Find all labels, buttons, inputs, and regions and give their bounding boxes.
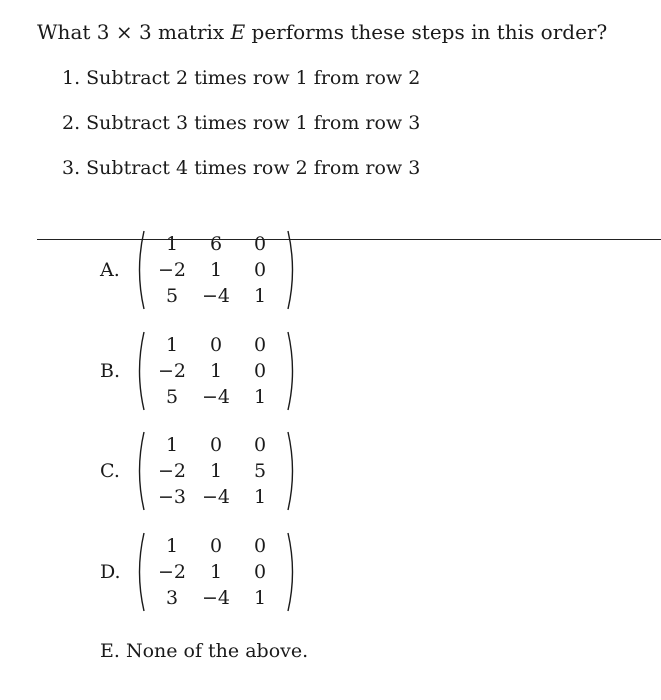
matrix-entry: 6 xyxy=(209,233,223,255)
matrix-entry: 0 xyxy=(209,334,223,356)
matrix xyxy=(134,430,298,512)
option-a[interactable] xyxy=(100,229,298,311)
option-e[interactable]: E. None of the above. xyxy=(100,640,309,662)
matrix-entry: −3 xyxy=(157,486,186,508)
matrix xyxy=(134,531,298,613)
matrix-entry: 1 xyxy=(209,259,223,281)
matrix-entry: 1 xyxy=(209,360,223,382)
matrix-entry: 0 xyxy=(253,535,267,557)
matrix-grid xyxy=(150,432,282,510)
right-paren xyxy=(286,430,298,512)
matrix-grid xyxy=(150,231,282,309)
matrix xyxy=(134,330,298,412)
matrix-variable: E xyxy=(230,20,246,44)
option-c[interactable] xyxy=(100,430,298,512)
matrix-entry: −2 xyxy=(157,561,186,583)
option-b[interactable] xyxy=(100,330,298,412)
matrix-entry: 1 xyxy=(253,587,267,609)
matrix-entry: −4 xyxy=(201,486,230,508)
question-suffix: performs these steps in this order? xyxy=(245,20,608,44)
matrix-entry: −2 xyxy=(157,460,186,482)
matrix-entry: 5 xyxy=(165,386,179,408)
matrix-entry: 5 xyxy=(253,460,267,482)
matrix-entry: 0 xyxy=(209,434,223,456)
matrix-entry: 5 xyxy=(165,285,179,307)
matrix-entry: 0 xyxy=(253,259,267,281)
left-paren xyxy=(134,330,146,412)
step-item: 3. Subtract 4 times row 2 from row 3 xyxy=(62,157,421,179)
matrix-entry: 1 xyxy=(253,386,267,408)
step-item: 2. Subtract 3 times row 1 from row 3 xyxy=(62,112,421,134)
matrix-entry: −2 xyxy=(157,360,186,382)
matrix-entry: 0 xyxy=(209,535,223,557)
matrix-entry: 1 xyxy=(165,334,179,356)
right-paren xyxy=(286,330,298,412)
left-paren xyxy=(134,229,146,311)
option-label: C. xyxy=(100,460,120,482)
left-paren xyxy=(134,531,146,613)
matrix-grid xyxy=(150,533,282,611)
left-paren xyxy=(134,430,146,512)
option-label: D. xyxy=(100,561,121,583)
matrix-entry: −2 xyxy=(157,259,186,281)
matrix xyxy=(134,229,298,311)
steps-list xyxy=(62,64,420,199)
option-label: A. xyxy=(100,259,120,281)
matrix-entry: 1 xyxy=(253,486,267,508)
matrix-entry: 0 xyxy=(253,334,267,356)
option-label: B. xyxy=(100,360,121,382)
matrix-entry: 0 xyxy=(253,233,267,255)
matrix-entry: 1 xyxy=(209,561,223,583)
option-d[interactable] xyxy=(100,531,298,613)
matrix-entry: −4 xyxy=(201,386,230,408)
matrix-entry: 0 xyxy=(253,360,267,382)
right-paren xyxy=(286,531,298,613)
matrix-entry: 1 xyxy=(165,233,179,255)
matrix-entry: −4 xyxy=(201,587,230,609)
matrix-entry: −4 xyxy=(201,285,230,307)
matrix-entry: 1 xyxy=(253,285,267,307)
right-paren xyxy=(286,229,298,311)
matrix-entry: 1 xyxy=(165,434,179,456)
question-text xyxy=(37,20,607,44)
matrix-entry: 3 xyxy=(165,587,179,609)
matrix-entry: 0 xyxy=(253,434,267,456)
question-prefix: What 3 × 3 matrix xyxy=(37,20,231,44)
matrix-entry: 1 xyxy=(165,535,179,557)
step-item: 1. Subtract 2 times row 1 from row 2 xyxy=(62,67,421,89)
matrix-entry: 1 xyxy=(209,460,223,482)
matrix-entry: 0 xyxy=(253,561,267,583)
matrix-grid xyxy=(150,332,282,410)
